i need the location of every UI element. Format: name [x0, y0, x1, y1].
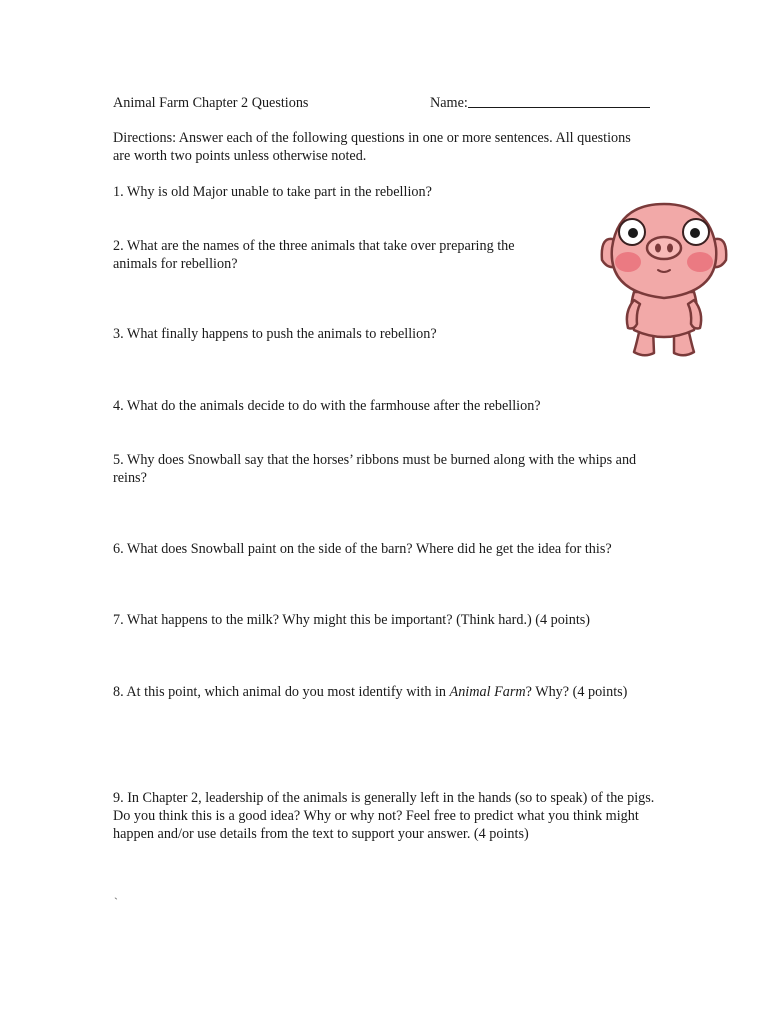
question-8-pre: 8. At this point, which animal do you most identify with in: [113, 684, 450, 700]
directions-text: Directions: Answer each of the following questions in one or more sentences. All questions are worth two points unless otherwise noted.: [113, 130, 631, 164]
worksheet-title: Animal Farm Chapter 2 Questions: [113, 95, 309, 111]
question-4: 4. What do the animals decide to do with the farmhouse after the rebellion?: [113, 398, 541, 414]
question-8-post: ? Why? (4 points): [525, 684, 628, 700]
name-blank-line[interactable]: [468, 107, 650, 108]
question-9: 9. In Chapter 2, leadership of the animals is generally left in the hands (so to speak) of the pigs. Do you think this is a good idea? Why or why not? Feel free to predict what you think might happen and/or use details from the text to support your answer. (4 points): [113, 790, 655, 842]
question-7: 7. What happens to the milk? Why might this be important? (Think hard.) (4 points): [113, 612, 591, 628]
trailing-mark: `: [114, 895, 118, 909]
question-2: 2. What are the names of the three animals that take over preparing the animals for rebellion?: [113, 238, 515, 272]
question-6: 6. What does Snowball paint on the side of the barn? Where did he get the idea for this?: [113, 541, 612, 557]
question-3: 3. What finally happens to push the animals to rebellion?: [113, 326, 437, 342]
question-1: 1. Why is old Major unable to take part in the rebellion?: [113, 184, 432, 200]
question-8: [113, 683, 633, 701]
question-5: 5. Why does Snowball say that the horses’ ribbons must be burned along with the whips and reins?: [113, 452, 637, 486]
pig-cartoon-icon: [598, 200, 730, 364]
name-label: Name:: [430, 95, 468, 111]
book-title: Animal Farm: [449, 684, 526, 700]
